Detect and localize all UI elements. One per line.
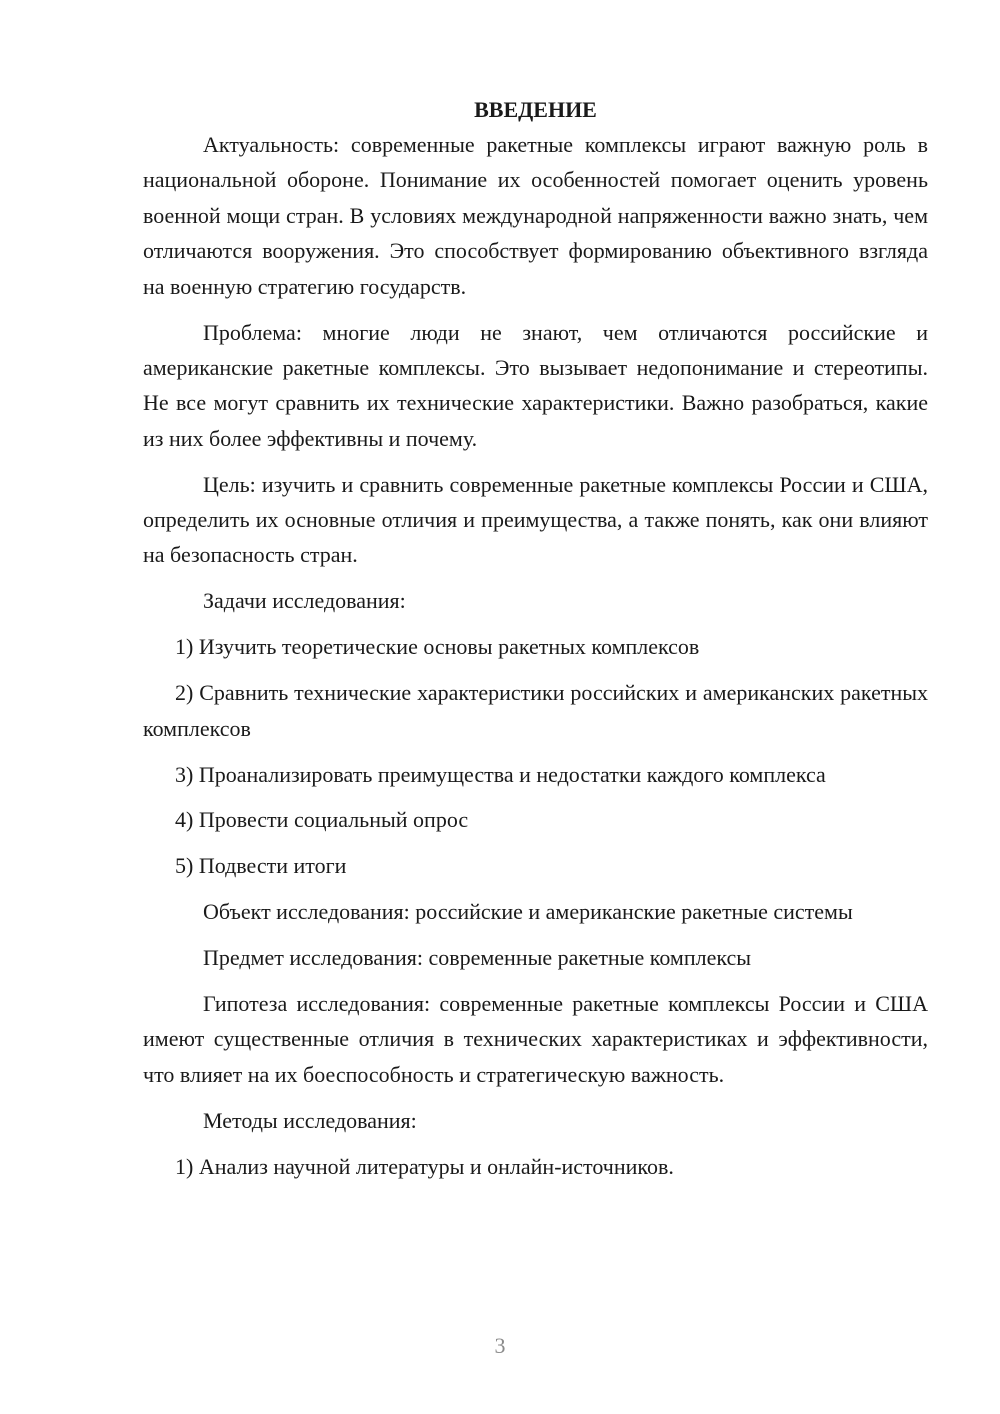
task-item-2: 2) Сравнить технические характеристики российских и американских ракетных комплексов [143, 680, 928, 741]
page-number: 3 [494, 1333, 506, 1358]
hypothesis-paragraph: Гипотеза исследования: современные ракетные комплексы России и США имеют существенные отличия в технических характеристиках и эффективности, что влияет на их боеспособность и стратегическую важность. [143, 991, 928, 1087]
section-heading: ВВЕДЕНИЕ [474, 97, 597, 122]
method-item-1: 1) Анализ научной литературы и онлайн-источников. [175, 1153, 674, 1179]
task-item-3: 3) Проанализировать преимущества и недостатки каждого комплекса [175, 761, 826, 787]
subject-paragraph: Предмет исследования: современные ракетные комплексы [203, 945, 752, 971]
tasks-heading: Задачи исследования: [203, 588, 406, 614]
methods-heading: Методы исследования: [203, 1107, 417, 1133]
problem-paragraph: Проблема: многие люди не знают, чем отличаются российские и американские ракетные комплексы. Это вызывает недопонимание и стереотипы. Не все могут сравнить их технические характеристики. Важно разобраться, какие из них более эффективны и почему. [143, 319, 928, 451]
task-item-5: 5) Подвести итоги [175, 853, 347, 879]
document-page [143, 92, 928, 1195]
task-item-1: 1) Изучить теоретические основы ракетных комплексов [175, 634, 700, 660]
task-item-4: 4) Провести социальный опрос [175, 807, 469, 833]
goal-paragraph: Цель: изучить и сравнить современные ракетные комплексы России и США, определить их основные отличия и преимущества, а также понять, как они влияют на безопасность стран. [143, 471, 928, 568]
object-paragraph: Объект исследования: российские и американские ракетные системы [203, 899, 853, 925]
relevance-paragraph: Актуальность: современные ракетные комплексы играют важную роль в национальной обороне. Понимание их особенностей помогает оценить уровень военной мощи стран. В условиях международной напряженности важно знать, чем отличаются вооружения. Это способствует формированию объективного взгляда на военную стратегию государств. [143, 132, 928, 299]
